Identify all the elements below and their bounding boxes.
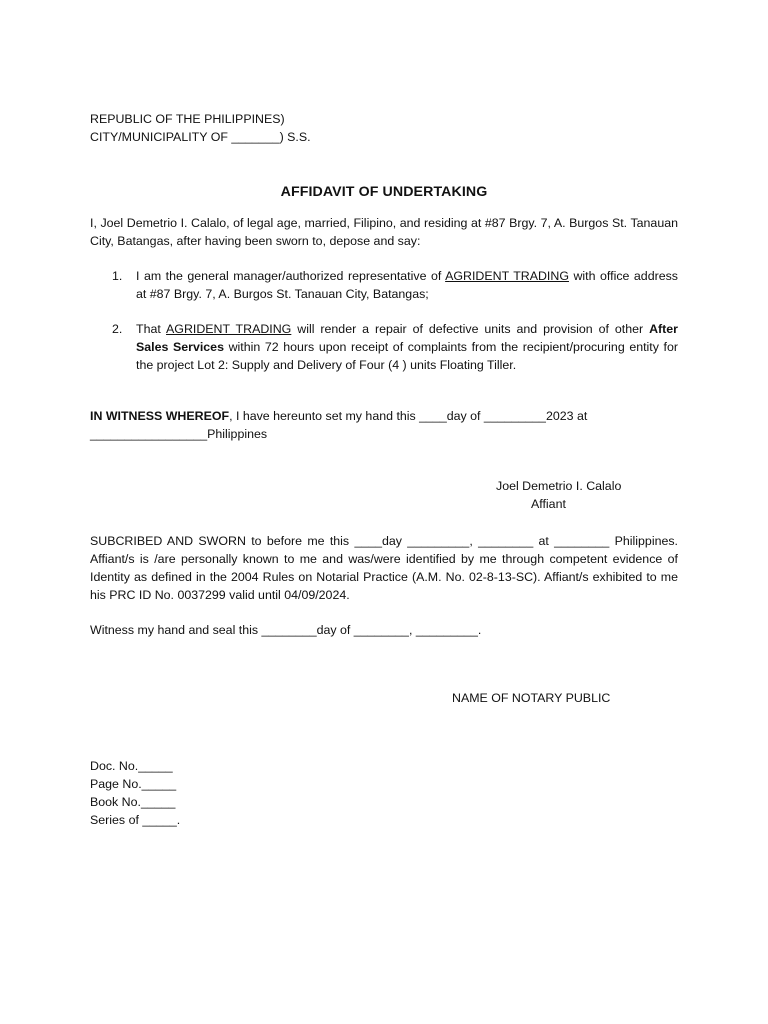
header-line-city: CITY/MUNICIPALITY OF _______) S.S. bbox=[90, 130, 311, 144]
list-item-text-mid: will render a repair of defective units and provision of other bbox=[291, 322, 650, 336]
list-item bbox=[90, 320, 678, 374]
subscribed-paragraph: SUBCRIBED AND SWORN to before me this ____day _________, ________ at ________ Philippines. Affiant/s is /are personally known to me and was/were identified by me through competent evidence of Identity as defined in the 2004 Rules on Notarial Practice (A.M. No. 02-8-13-SC). Affiant/s exhibited to me his PRC ID No. 0037299 valid until 04/09/2024. bbox=[90, 534, 678, 602]
statement-list bbox=[90, 267, 678, 374]
witness-seal-line: Witness my hand and seal this ________day of ________, _________. bbox=[90, 623, 482, 637]
list-item bbox=[90, 267, 678, 303]
page-number: Page No._____ bbox=[90, 777, 177, 791]
series-number: Series of _____. bbox=[90, 813, 181, 827]
book-number: Book No._____ bbox=[90, 795, 176, 809]
list-item-number: 1. bbox=[112, 269, 123, 283]
witness-line-2: _________________Philippines bbox=[90, 427, 268, 441]
doc-number: Doc. No._____ bbox=[90, 759, 173, 773]
affiant-label: Affiant bbox=[531, 497, 566, 511]
witness-text: , I have hereunto set my hand this ____day of _________2023 at bbox=[229, 409, 588, 423]
list-item-text-pre: That bbox=[136, 322, 167, 336]
list-item-text-pre: I am the general manager/authorized representative of bbox=[136, 269, 446, 283]
list-item-number: 2. bbox=[112, 322, 123, 336]
notary-name: NAME OF NOTARY PUBLIC bbox=[452, 691, 611, 705]
affiant-name: Joel Demetrio I. Calalo bbox=[496, 479, 622, 493]
affidavit-document bbox=[90, 110, 678, 829]
intro-paragraph: I, Joel Demetrio I. Calalo, of legal age, married, Filipino, and residing at #87 Brgy. 7, A. Burgos St. Tanauan City, Batangas, after having been sworn to, depose and say: bbox=[90, 216, 678, 248]
list-item-text-post: with office address at #87 Brgy. 7, A. Burgos St. Tanauan City, Batangas; bbox=[136, 269, 678, 301]
witness-line-1 bbox=[90, 407, 678, 425]
header-line-republic: REPUBLIC OF THE PHILIPPINES) bbox=[90, 112, 285, 126]
company-name: AGRIDENT TRADING bbox=[445, 269, 569, 283]
witness-whereof: IN WITNESS WHEREOF bbox=[90, 409, 230, 423]
company-name: AGRIDENT TRADING bbox=[166, 322, 292, 336]
after-sales-services: After Sales Services bbox=[136, 322, 678, 354]
document-title: AFFIDAVIT OF UNDERTAKING bbox=[280, 184, 488, 200]
witness-clause bbox=[90, 407, 678, 443]
list-item-text-post: within 72 hours upon receipt of complaints from the recipient/procuring entity for the project Lot 2: Supply and Delivery of Four (4 ) units Floating Tiller. bbox=[136, 340, 678, 372]
document-header bbox=[90, 110, 678, 146]
affiant-signature-block bbox=[496, 477, 636, 513]
notarial-register bbox=[90, 757, 678, 829]
